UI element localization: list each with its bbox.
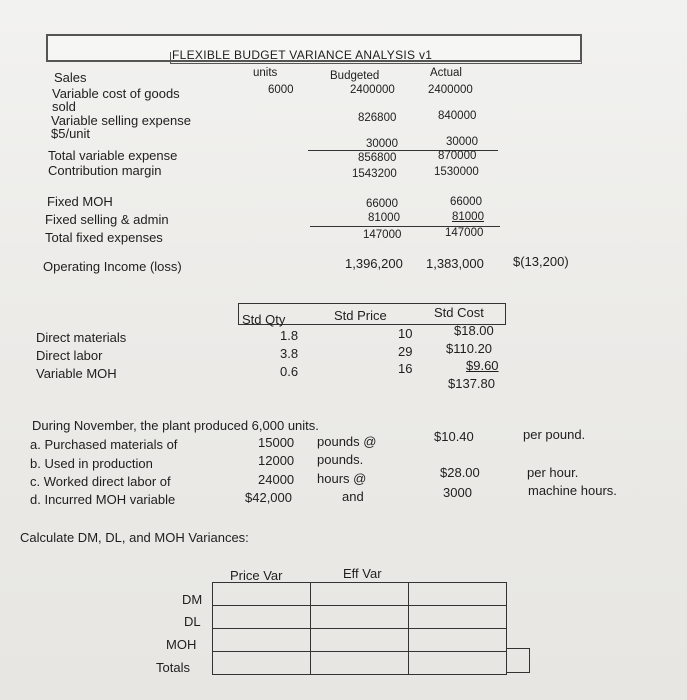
std-row-qty: 3.8 xyxy=(280,346,299,361)
item-b-label: b. Used in production xyxy=(30,456,153,471)
item-d-unit: and xyxy=(342,489,364,504)
moh-eff-var-cell[interactable] xyxy=(311,629,409,652)
fsa-label: Fixed selling & admin xyxy=(45,212,169,227)
vsell-label-2: $5/unit xyxy=(51,126,91,141)
item-b-qty: 12000 xyxy=(258,453,295,468)
tve-budgeted: 856800 xyxy=(358,152,397,164)
budgeted-header: Budgeted xyxy=(330,70,380,82)
cm-budgeted: 1543200 xyxy=(352,168,397,180)
fmoh-label: Fixed MOH xyxy=(47,194,113,209)
std-row-cost: $110.20 xyxy=(446,341,493,356)
answer-row-label-moh: MOH xyxy=(166,637,197,652)
vcogs-actual: 840000 xyxy=(438,110,477,122)
moh-extra-cell[interactable] xyxy=(409,629,507,652)
item-a-price: $10.40 xyxy=(434,429,474,444)
std-row-label: Direct materials xyxy=(36,330,127,345)
item-c-qty: 24000 xyxy=(258,472,295,487)
std-row-cost: $9.60 xyxy=(466,358,499,373)
vsell-actual: 30000 xyxy=(446,136,478,148)
std-row-price: 16 xyxy=(398,361,413,376)
item-a-label: a. Purchased materials of xyxy=(30,437,178,452)
fmoh-actual: 66000 xyxy=(450,196,482,208)
tfe-label: Total fixed expenses xyxy=(45,230,163,245)
sales-budgeted: 2400000 xyxy=(350,84,395,96)
totals-eff-var-cell[interactable] xyxy=(311,652,409,675)
fsa-actual: 81000 xyxy=(452,211,484,223)
item-b-unit: pounds. xyxy=(317,452,364,467)
cm-label: Contribution margin xyxy=(48,163,162,178)
tve-label: Total variable expense xyxy=(48,148,178,163)
answer-row-dl xyxy=(213,606,507,629)
units-value: 6000 xyxy=(268,84,294,96)
vcogs-label-1: Variable cost of goods xyxy=(52,86,180,101)
item-d-hours: 3000 xyxy=(443,485,472,500)
sales-label: Sales xyxy=(54,70,87,85)
vsell-label-1: Variable selling expense xyxy=(51,113,191,128)
answer-row-label-dl: DL xyxy=(184,614,201,629)
actual-header: Actual xyxy=(430,67,462,79)
oi-actual: 1,383,000 xyxy=(426,256,484,271)
sales-actual: 2400000 xyxy=(428,84,473,96)
answer-row-moh xyxy=(213,629,507,652)
dm-eff-var-cell[interactable] xyxy=(311,583,409,606)
vcogs-budgeted: 826800 xyxy=(358,112,397,124)
item-c-label: c. Worked direct labor of xyxy=(30,474,171,489)
std-total-cost: $137.80 xyxy=(448,376,495,391)
price-var-header: Price Var xyxy=(230,568,283,583)
dl-extra-cell[interactable] xyxy=(409,606,507,629)
totals-extra-cell[interactable] xyxy=(409,652,507,675)
tve-actual: 870000 xyxy=(438,150,477,162)
item-a-per: per pound. xyxy=(523,427,586,442)
answer-row-totals xyxy=(213,652,507,675)
fmoh-budgeted: 66000 xyxy=(366,198,398,210)
std-row-price: 29 xyxy=(398,344,413,359)
std-price-header: Std Price xyxy=(334,308,387,323)
std-row-label: Direct labor xyxy=(36,348,103,363)
totals-trailing-cell[interactable] xyxy=(506,648,530,673)
oi-variance: $(13,200) xyxy=(513,254,569,269)
oi-label: Operating Income (loss) xyxy=(43,259,182,274)
totals-price-var-cell[interactable] xyxy=(213,652,311,675)
question-text: Calculate DM, DL, and MOH Variances: xyxy=(20,530,249,545)
answer-row-label-dm: DM xyxy=(182,592,203,607)
units-header: units xyxy=(253,67,278,79)
oi-budgeted: 1,396,200 xyxy=(345,256,403,271)
dl-eff-var-cell[interactable] xyxy=(311,606,409,629)
std-row-qty: 0.6 xyxy=(280,364,299,379)
item-c-price: $28.00 xyxy=(440,465,480,480)
november-intro: During November, the plant produced 6,000 units. xyxy=(32,418,319,433)
item-a-unit: pounds @ xyxy=(317,434,377,449)
vsell-budgeted: 30000 xyxy=(366,138,398,150)
std-cost-header: Std Cost xyxy=(434,305,484,320)
std-qty-header: Std Qty xyxy=(242,312,286,327)
page-title: FLEXIBLE BUDGET VARIANCE ANALYSIS v1 xyxy=(172,48,433,62)
tfe-budgeted: 147000 xyxy=(363,229,402,241)
item-a-qty: 15000 xyxy=(258,435,295,450)
variance-answer-grid xyxy=(212,582,507,675)
std-row-label: Variable MOH xyxy=(36,366,117,381)
item-c-unit: hours @ xyxy=(317,471,367,486)
dm-extra-cell[interactable] xyxy=(409,583,507,606)
item-d-per: machine hours. xyxy=(528,483,617,498)
item-d-label: d. Incurred MOH variable xyxy=(30,492,176,507)
std-row-qty: 1.8 xyxy=(280,328,299,343)
cm-actual: 1530000 xyxy=(434,166,479,178)
std-row-price: 10 xyxy=(398,326,413,341)
moh-price-var-cell[interactable] xyxy=(213,629,311,652)
fsa-budgeted: 81000 xyxy=(368,212,400,224)
item-c-per: per hour. xyxy=(527,465,579,480)
dm-price-var-cell[interactable] xyxy=(213,583,311,606)
eff-var-header: Eff Var xyxy=(343,566,382,581)
std-row-cost: $18.00 xyxy=(454,323,494,338)
vcogs-label-2: sold xyxy=(52,99,76,114)
dl-price-var-cell[interactable] xyxy=(213,606,311,629)
answer-row-label-totals: Totals xyxy=(156,660,190,675)
tfe-actual: 147000 xyxy=(445,227,484,239)
item-d-amount: $42,000 xyxy=(245,490,292,505)
answer-row-dm xyxy=(213,583,507,606)
